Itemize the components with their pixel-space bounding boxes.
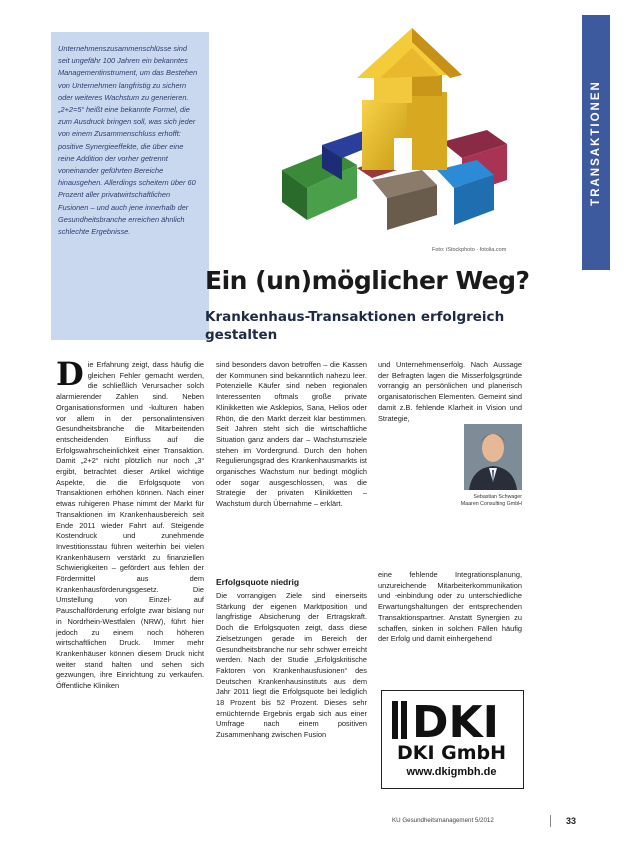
footer-publication: KU Gesundheitsmanagement 5/2012 [392,817,494,824]
intro-text: Unternehmenszusammenschlüsse sind seit ungefähr 100 Jahren ein bekanntes Managementinstrument, um das Bestehen von Unternehmen langfristig zu sichern oder weiteres Wachstum zu generieren. „2+2=5“ heißt eine bekannte Formel, die zum Ausdruck bringen soll, was sich jeder von einem Zusammenschluss erhofft: positive Synergieeffekte, die über eine reine Addition der vorher getrennt voneinander geführten Bereiche hinausgehen. Allerdings scheitern über 60 Prozent aller privatwirtschaftlichen Fusionen – und auch jene innerhalb der Gesundheitsbranche erreichen ähnlich schlechte Ergebnisse. [58,44,198,237]
body-column-2-text: sind besonders davon betroffen – die Kassen der Kommunen sind bekanntlich nahezu leer. Potenzielle Käufer sind neben regionalen Interessenten oftmals große private Klinikketten wie Asklepios, Sana, Helios oder Rhön, die den Markt derzeit klar bestimmen. Seit Jahren steht sich die wirtschaftliche Situation ganz anders dar – Wachstumsziele stehen im Vordergrund. Durch den hohen Regulierungsgrad des Krankenhausmarkts ist organisches Wachstum nur bedingt möglich oder sogar ausgeschlossen, was die Strategie der privaten Klinikketten – Wachstum durch Übernahme – erklärt. [216,360,367,509]
portrait-caption-company: Maaren Consulting GmbH [460,501,522,507]
body-column-2b [216,591,367,741]
hero-image [262,20,522,245]
section-tab-label: TRANSAKTIONEN [590,79,603,206]
dki-logo-text: DKI [412,697,499,743]
photo-credit: Foto: iStockphoto · fotolia.com [432,247,507,253]
body-column-3b [378,570,522,645]
body-column-3b-text: eine fehlende Integrationsplanung, unzureichende Mitarbeiterkommunikation und -einbindung oder zu unterschiedliche Erwartungshaltungen der entsprechenden Transaktionspartner. Anstatt Synergien zu schaffen, sinken in solchen Fällen häufig der Erfolg und damit einhergehend [378,570,522,644]
page-number: 33 [566,816,577,826]
body-column-1 [56,355,204,692]
body-column-3-text: und Unternehmenserfolg. Nach Aussage der Befragten lagen die Misserfolgsgründe vorrangig an persönlichen und planerisch organisatorischen Elementen. Gemeint sind damit z.B. fehlende Klarheit in Vision und Strategie, [378,360,522,423]
body-column-1-text: ie Erfahrung zeigt, dass häufig die gleichen Fehler gemacht werden, die schließlich Verursacher solch alarmierender Zahlen sind. Neben Organisationsformen und -kulturen haben vor allem in der personalintensiven Gesundheitsbranche die Mitarbeitenden entscheidenden Einfluss auf die Erfolgswahrscheinlichkeit einer Transaktion. Damit „2+2“ nicht plötzlich nur noch „3“ ergibt, betrachtet dieser Artikel wichtige Aspekte, die die Erfolgsquote von Transaktionen erhöhen können. Nach einer etwas ruhigeren Phase nimmt der Markt für Transaktionen im Krankenhausbereich seit Ende 2011 wieder Fahrt auf. Steigende Kostendruck und zunehmende Investitionsstau führen weiterhin bei vielen Krankenhäusern verstärkt zu finanziellen Schwierigkeiten – gefördert aus fehlen der Fördermittel aus dem Krankenhausförderungsgesetz. Die Umstellung von Einzel- auf Pauschalförderung erfolgte zwar bislang nur in Nordrhein-Westfalen (NRW), führt hier jedoch zu einem noch höheren wirtschaftlichen Druck. Immer mehr Krankenhäuser können diesem Druck nicht weiter stand halten und sehen sich gezwungen, ihre Einrichtung zu verkaufen. Öffentliche Kliniken [56,360,204,691]
dki-company-name: DKI GmbH [396,742,507,764]
portrait-caption-name: Sebastian Schwager [473,494,522,500]
footer-divider [550,815,551,827]
body-column-2 [216,360,367,510]
section-heading: Erfolgsquote niedrig [216,577,300,587]
article-subtitle: Krankenhaus-Transaktionen erfolgreich gestalten [205,309,505,343]
article-title: Ein (un)möglicher Weg? [205,266,530,295]
portrait-caption [418,494,522,508]
section-tab-label-wrap [582,15,610,270]
drop-cap: D [56,355,84,393]
author-portrait [464,424,522,490]
body-column-3 [378,360,522,424]
body-column-2b-text: Die vorrangigen Ziele sind einerseits Stärkung der eigenen Marktposition und langfristige Absicherung der Ertragskraft. Doch die Erfolgsquoten zeigt, dass diese Zielsetzungen gerade im Bereich der Gesundheitsbranche nur sehr schwer erreicht werden. Nach der Studie „Erfolgskritische Faktoren von Krankenhausfusionen“ des Deutschen Krankenhausinstituts aus dem Jahr 2011 liegt die Erfolgsquote bei lediglich 18 Prozent bis 52 Prozent. Dieses sehr ernüchternde Ergebnis ergab sich aus einer Umfrage nach einem positiven Zusammenhang zwischen Fusion [216,591,367,740]
dki-logo [386,697,517,743]
dki-website-link[interactable]: www.dkigmbh.de [406,766,497,778]
